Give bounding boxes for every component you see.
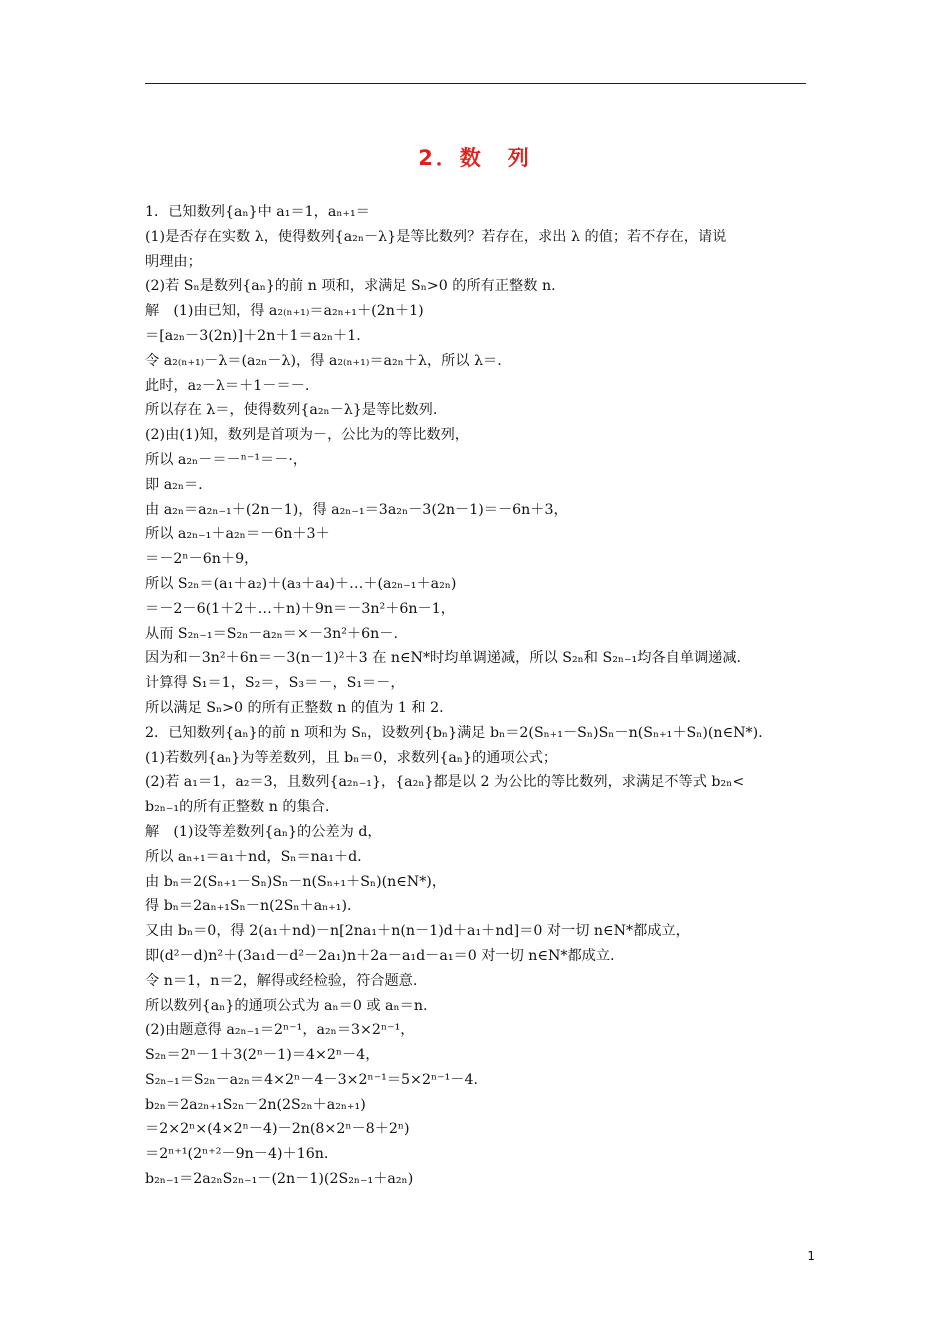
text-line: (2)由(1)知，数列是首项为－，公比为的等比数列， (145, 427, 469, 444)
text-line: ＝2ⁿ⁺¹(2ⁿ⁺²－9n－4)＋16n. (145, 1146, 329, 1163)
text-line: 解 (1)由已知，得 a₂₍ₙ₊₁₎＝a₂ₙ₊₁＋(2n＋1) (145, 303, 424, 320)
text-line: 2．已知数列{aₙ}的前 n 项和为 Sₙ，设数列{bₙ}满足 bₙ＝2(Sₙ₊₁－Sₙ)Sₙ－n(Sₙ₊₁＋Sₙ)(n∈N*). (145, 724, 763, 741)
text-line: ＝－2ⁿ－6n＋9， (145, 551, 259, 568)
text-line: 明理由； (145, 253, 202, 270)
text-line: 计算得 S₁＝1，S₂＝，S₃＝－，S₁＝－， (145, 675, 405, 692)
text-line: 令 n＝1，n＝2，解得或经检验，符合题意. (145, 972, 418, 989)
text-line: 所以 S₂ₙ＝(a₁＋a₂)＋(a₃＋a₄)＋…＋(a₂ₙ₋₁＋a₂ₙ) (145, 575, 457, 592)
page-title: 2．数 列 (418, 146, 532, 170)
text-line: 由 a₂ₙ＝a₂ₙ₋₁＋(2n－1)，得 a₂ₙ₋₁＝3a₂ₙ－3(2n－1)＝－6n＋3， (145, 501, 568, 518)
text-line: 得 bₙ＝2aₙ₊₁Sₙ－n(2Sₙ＋aₙ₊₁). (145, 898, 352, 915)
text-line: (1)是否存在实数 λ，使得数列{a₂ₙ－λ}是等比数列？若存在，求出 λ 的值；若不存在，请说 (145, 228, 727, 245)
document-body (145, 200, 810, 1192)
text-line: ＝[a₂ₙ－3(2n)]＋2n＋1＝a₂ₙ＋1. (145, 327, 361, 344)
text-line: 由 bₙ＝2(Sₙ₊₁－Sₙ)Sₙ－n(Sₙ₊₁＋Sₙ)(n∈N*)， (145, 873, 447, 890)
text-line: b₂ₙ＝2a₂ₙ₊₁S₂ₙ－2n(2S₂ₙ＋a₂ₙ₊₁) (145, 1096, 366, 1113)
text-line: ＝2×2ⁿ×(4×2ⁿ－4)－2n(8×2ⁿ－8＋2ⁿ) (145, 1121, 410, 1138)
header-rule (145, 83, 806, 84)
text-line: 从而 S₂ₙ₋₁＝S₂ₙ－a₂ₙ＝×－3n²＋6n－. (145, 625, 398, 642)
text-line: 因为和－3n²＋6n＝－3(n－1)²＋3 在 n∈N*时均单调递减，所以 S₂ₙ和 S₂ₙ₋₁均各自单调递减. (145, 650, 742, 667)
text-line: (1)若数列{aₙ}为等差数列，且 bₙ＝0，求数列{aₙ}的通项公式； (145, 749, 558, 766)
text-line: b₂ₙ₋₁的所有正整数 n 的集合. (145, 799, 330, 816)
text-line: 所以存在 λ＝，使得数列{a₂ₙ－λ}是等比数列. (145, 402, 438, 419)
text-line: 此时，a₂－λ＝＋1－＝－. (145, 377, 310, 394)
text-line: 即 a₂ₙ＝. (145, 476, 203, 493)
text-line: ＝－2－6(1＋2＋…＋n)＋9n＝－3n²＋6n－1， (145, 600, 455, 617)
text-line: 解 (1)设等差数列{aₙ}的公差为 d， (145, 823, 382, 840)
text-line: 所以 aₙ₊₁＝a₁＋nd，Sₙ＝na₁＋d. (145, 848, 362, 865)
page-number: 1 (807, 1249, 815, 1263)
text-line: 即(d²－d)n²＋(3a₁d－d²－2a₁)n＋2a－a₁d－a₁＝0 对一切 n∈N*都成立. (145, 947, 615, 964)
text-line: S₂ₙ＝2ⁿ－1＋3(2ⁿ－1)＝4×2ⁿ－4， (145, 1047, 380, 1064)
text-line: 令 a₂₍ₙ₊₁₎－λ＝(a₂ₙ－λ)，得 a₂₍ₙ₊₁₎＝a₂ₙ＋λ，所以 λ＝. (145, 352, 502, 369)
text-line: S₂ₙ₋₁＝S₂ₙ－a₂ₙ＝4×2ⁿ－4－3×2ⁿ⁻¹＝5×2ⁿ⁻¹－4. (145, 1071, 479, 1088)
text-line: 所以数列{aₙ}的通项公式为 aₙ＝0 或 aₙ＝n. (145, 997, 428, 1014)
text-line: 所以 a₂ₙ₋₁＋a₂ₙ＝－6n＋3＋ (145, 526, 330, 543)
text-line: (2)由题意得 a₂ₙ₋₁＝2ⁿ⁻¹，a₂ₙ＝3×2ⁿ⁻¹， (145, 1022, 415, 1039)
text-line: 所以满足 Sₙ>0 的所有正整数 n 的值为 1 和 2. (145, 699, 444, 716)
text-line: (2)若 a₁＝1，a₂＝3，且数列{a₂ₙ₋₁}，{a₂ₙ}都是以 2 为公比的等比数列，求满足不等式 b₂ₙ< (145, 774, 745, 791)
text-line: 又由 bₙ＝0，得 2(a₁＋nd)－n[2na₁＋n(n－1)d＋a₁＋nd]＝0 对一切 n∈N*都成立， (145, 923, 690, 940)
text-line: b₂ₙ₋₁＝2a₂ₙS₂ₙ₋₁－(2n－1)(2S₂ₙ₋₁＋a₂ₙ) (145, 1171, 414, 1188)
text-line: 所以 a₂ₙ－＝－ⁿ⁻¹＝－·， (145, 451, 308, 468)
text-line: (2)若 Sₙ是数列{aₙ}的前 n 项和，求满足 Sₙ>0 的所有正整数 n. (145, 278, 556, 295)
text-line: 1．已知数列{aₙ}中 a₁＝1，aₙ₊₁＝ (145, 204, 370, 220)
